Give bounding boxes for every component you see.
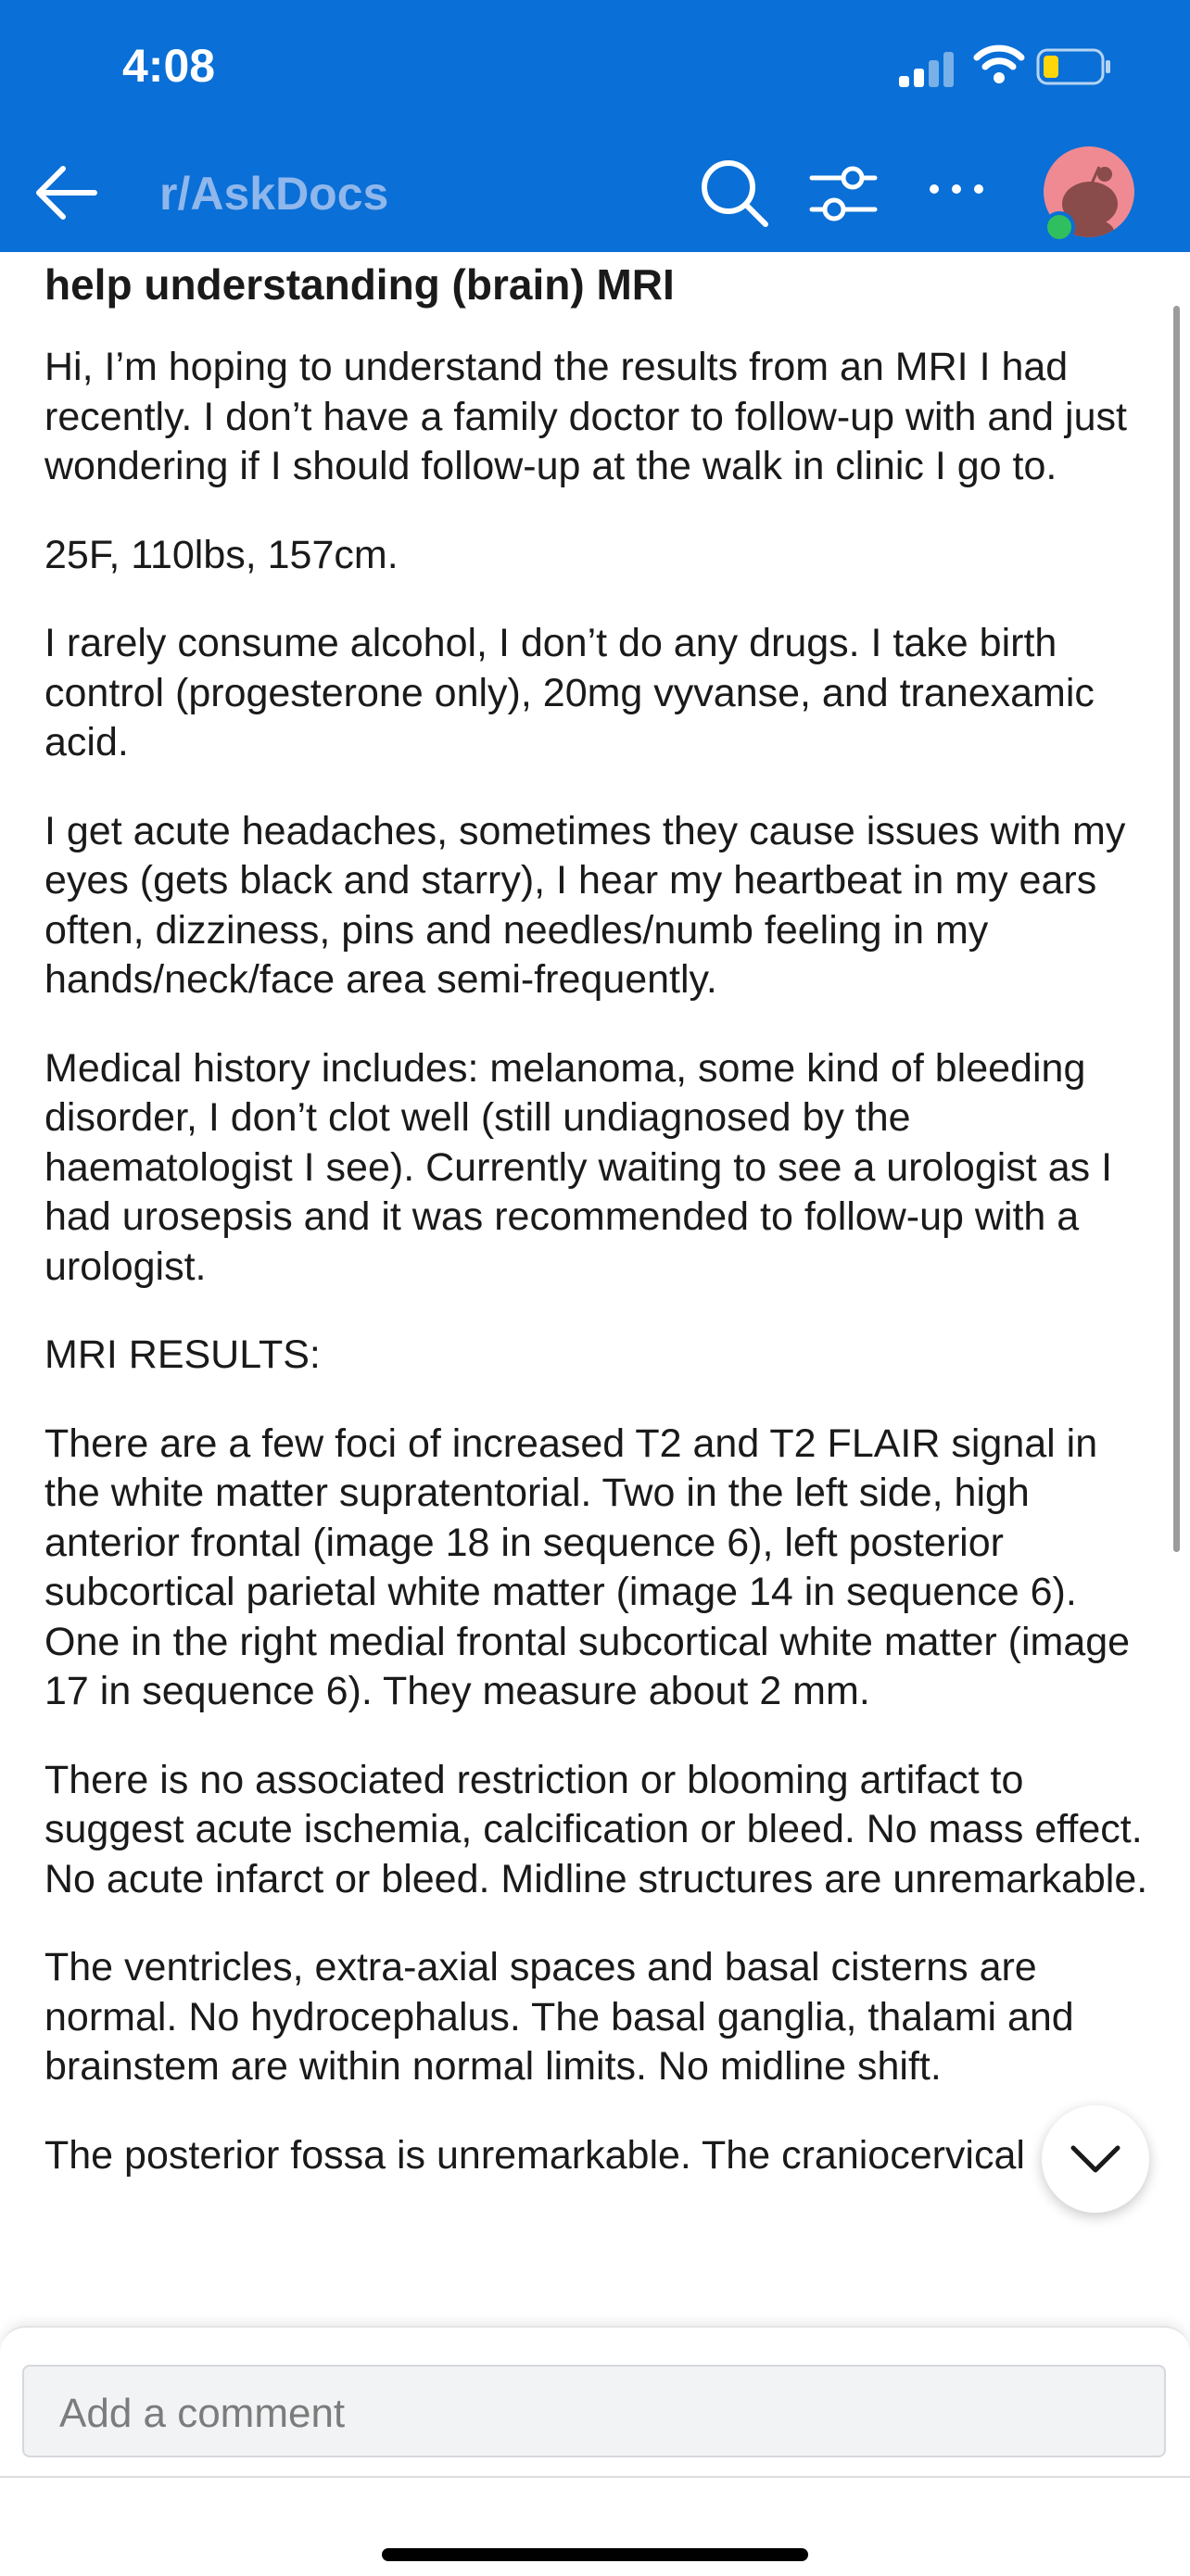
battery-icon: [1036, 48, 1112, 85]
divider: [0, 2476, 1190, 2478]
post-paragraph: Medical history includes: melanoma, some kind of bleeding disorder, I don’t clot well (still undiagnosed by the haematologist I see). Currently waiting to see a urologist as I had urosepsis and it was recommended to follow-up with a urologist.: [44, 1045, 1113, 1289]
status-time: 4:08: [122, 40, 216, 92]
more-options-icon[interactable]: [923, 170, 990, 208]
search-icon[interactable]: [697, 156, 771, 230]
post-paragraph: I get acute headaches, sometimes they cause issues with my eyes (gets black and starry), I hear my heartbeat in my ears often, dizziness, pins and needles/numb feeling in my hands/neck/face area semi-frequently.: [44, 808, 1126, 1002]
back-arrow-icon[interactable]: [30, 156, 104, 230]
scroll-down-button[interactable]: [1042, 2105, 1149, 2213]
post-paragraph: The posterior fossa is unremarkable. The craniocervical: [44, 2132, 1025, 2178]
cellular-signal-icon: [899, 48, 956, 87]
comment-input[interactable]: Add a comment: [22, 2365, 1166, 2457]
post-paragraph: The ventricles, extra-axial spaces and basal cisterns are normal. No hydrocephalus. The basal ganglia, thalami and brainstem are within normal limits. No midline shift.: [44, 1945, 1074, 2089]
post-body: [44, 343, 1157, 2219]
wifi-icon: [973, 43, 1025, 85]
scrollbar[interactable]: [1173, 306, 1180, 1552]
chevron-down-icon: [1070, 2137, 1121, 2181]
post-paragraph: MRI RESULTS:: [44, 1332, 321, 1377]
post-paragraph: There are a few foci of increased T2 and T2 FLAIR signal in the white matter supratentorial. Two in the left side, high anterior frontal (image 18 in sequence 6), left posterior subcortical parietal white matter (image 14 in sequence 6). One in the right medial frontal subcortical white matter (image 17 in sequence 6). They measure about 2 mm.: [44, 1421, 1131, 1713]
home-indicator[interactable]: [382, 2548, 808, 2561]
subreddit-name[interactable]: r/AskDocs: [159, 168, 389, 220]
sort-filter-icon[interactable]: [806, 158, 880, 232]
post-paragraph: 25F, 110lbs, 157cm.: [44, 532, 399, 577]
post-content: [0, 252, 1190, 2328]
post-paragraph: Hi, I’m hoping to understand the results from an MRI I had recently. I don’t have a family doctor to follow-up with and just wondering if I should follow-up at the walk in clinic I go to.: [44, 345, 1127, 488]
app-header: [0, 0, 1190, 252]
post-paragraph: I rarely consume alcohol, I don’t do any drugs. I take birth control (progesterone only), 20mg vyvanse, and tranexamic acid.: [44, 621, 1095, 764]
online-status-dot: [1044, 211, 1075, 243]
comment-bar: [0, 2326, 1190, 2576]
post-title: help understanding (brain) MRI: [44, 260, 675, 309]
post-paragraph: There is no associated restriction or blooming artifact to suggest acute ischemia, calcification or bleed. No mass effect. No acute infarct or bleed. Midline structures are unremarkable.: [44, 1757, 1148, 1901]
